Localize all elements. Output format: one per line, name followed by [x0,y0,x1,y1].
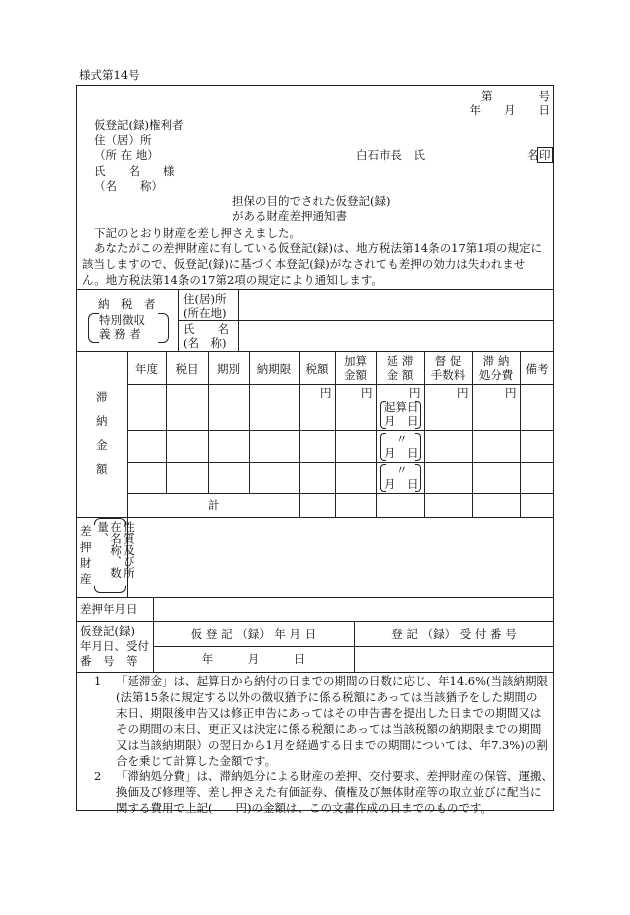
note-line: 「滞納処分費」は、滞納処分による財産の差押、交付要求、差押財産の保管、運搬、 [116,769,553,783]
taxpayer-label: 納 税 者 [98,297,156,311]
note-line: 合を乗じて計算した金額です。 [116,754,277,768]
document-date-label: 年 月 日 [469,103,550,117]
yen-unit: 円 [505,386,517,400]
seal-mark: 印 [539,148,551,162]
document-number-label: 第 号 [481,89,550,103]
month-day-label: 月 日 [384,446,419,460]
column-header-disposal-2: 処分費 [478,368,514,382]
divider [76,351,554,352]
provisional-label-1: 仮登記(録) [80,624,135,638]
issuer-name-suffix: 名 [527,148,539,162]
bracket-right [158,313,169,343]
divider [76,621,554,622]
note-line: 末日、期限後申告又は修正申告にあってはその申告書を提出した日までの期間又は [116,706,542,720]
document-title-line2: がある財産差押通知書 [232,209,347,223]
taxpayer-address-label: 住(居)所 [183,292,227,306]
form-number: 様式第14号 [79,68,140,82]
column-header-disposal-1: 滞 納 [482,354,510,368]
note-line: 又は当該納期限）の翌日から1月を経過する日までの期間については、年7.3%)の割 [116,738,548,752]
receipt-number-header: 登 記 （録） 受 付 番 号 [391,627,517,641]
addressee-address-label: 住（居）所 [94,133,152,147]
column-header-year: 年度 [135,362,158,376]
taxpayer-name-sub: (名 称) [183,336,227,350]
arrears-label-char: 金 [96,438,108,452]
note-line: 「延滞金」は、起算日から納付の日までの期間の日数に応じ、年14.6%(当該納期限 [116,674,549,688]
taxpayer-sub-label1: 特別徴収 [99,313,145,327]
divider [178,320,554,321]
seized-label-char: 押 [80,540,92,554]
taxpayer-name-label: 氏 名 [183,322,229,336]
provisional-date-value: 年 月 日 [201,652,306,666]
note-number: 2 [94,769,102,783]
divider [76,597,554,598]
divider [127,462,554,463]
note-line: その期間の末日、更正又は決定に係る税額にあっては当該税額の納期限までの期間 [116,722,542,736]
arrears-label-char: 滞 [96,390,108,404]
provisional-date-header: 仮 登 記 （録） 年 月 日 [190,627,317,641]
total-label: 計 [208,498,220,512]
column-header-due-date: 納期限 [256,362,292,376]
column-header-additional-1: 加算 [344,354,367,368]
divider [127,493,554,494]
column-header-note: 備考 [525,362,549,376]
column-header-late-2: 金 額 [386,368,414,382]
seized-label-char: 財 [80,556,92,570]
arrears-label-char: 納 [96,414,108,428]
note-line: 関する費用で上記( 円)の金額は、この文書作成の日までのものです。 [116,801,493,815]
divider [178,289,179,351]
addressee-name-sub-label: （名 称） [94,179,163,193]
body-text-line1: あなたがこの差押財産に有している仮登記(録)は、地方税法第14条の17第1項の規定に [94,241,543,255]
ditto-mark: 〃 [396,463,408,477]
provisional-label-2: 年月日、受付 [80,639,149,653]
start-date-month-day: 月 日 [384,414,419,428]
addressee-location-label: （所 在 地） [94,148,159,162]
seized-label-char: 差 [80,524,92,538]
seized-label-char: 産 [80,572,92,586]
month-day-label: 月 日 [384,477,419,491]
taxpayer-address-sub: (所在地) [183,306,227,320]
divider [127,384,554,385]
divider [76,672,554,673]
yen-unit: 円 [361,386,373,400]
seizure-date-label: 差押年月日 [80,602,138,616]
yen-unit: 円 [409,386,421,400]
arrears-label-char: 額 [96,462,108,476]
column-header-tax-amount: 税額 [305,362,329,376]
taxpayer-sub-label2: 義 務 者 [99,327,141,341]
body-text-line3: ん。地方税法第14条の17第2項の規定により通知します。 [82,273,383,287]
divider [238,289,239,351]
divider [127,430,554,431]
column-header-late-1: 延 滞 [386,354,414,368]
addressee-name-label: 氏 名 様 [94,164,175,178]
divider [153,597,154,621]
column-header-period: 期別 [217,362,240,376]
column-header-tax-item: 税目 [175,362,199,376]
addressee-title: 仮登記(録)権利者 [94,118,184,132]
note-number: 1 [94,674,102,688]
column-header-additional-2: 金額 [344,368,367,382]
ditto-mark: 〃 [396,432,408,446]
column-header-fee-2: 手数料 [430,368,466,382]
start-date-label: 起算日 [384,400,419,414]
provisional-label-3: 番 号 等 [80,654,138,668]
bracket-left [88,313,99,343]
divider [76,517,554,518]
column-header-fee-1: 督 促 [434,354,462,368]
divider [76,289,554,290]
issuer-mayor: 白石市長 氏 [356,148,425,162]
note-line: 換価及び修理等、差し押さえた有価証券、債権及び無体財産等の取立並びに配当に [116,785,542,799]
note-line: (法第15条に規定する以外の徴収猶予に係る税額にあっては当該猶予をした期間の [116,690,538,704]
body-text-line2: 該当しますので、仮登記(録)に基づく本登記(録)がなされても差押の効力は失われませ [82,257,526,271]
yen-unit: 円 [320,386,332,400]
yen-unit: 円 [457,386,469,400]
document-title-line1: 担保の目的でされた仮登記(録) [232,194,391,208]
seized-property-sub-label: 性質及び所在名称、数量、 [96,521,136,579]
intro-text: 下記のとおり財産を差し押さえました。 [94,226,301,240]
